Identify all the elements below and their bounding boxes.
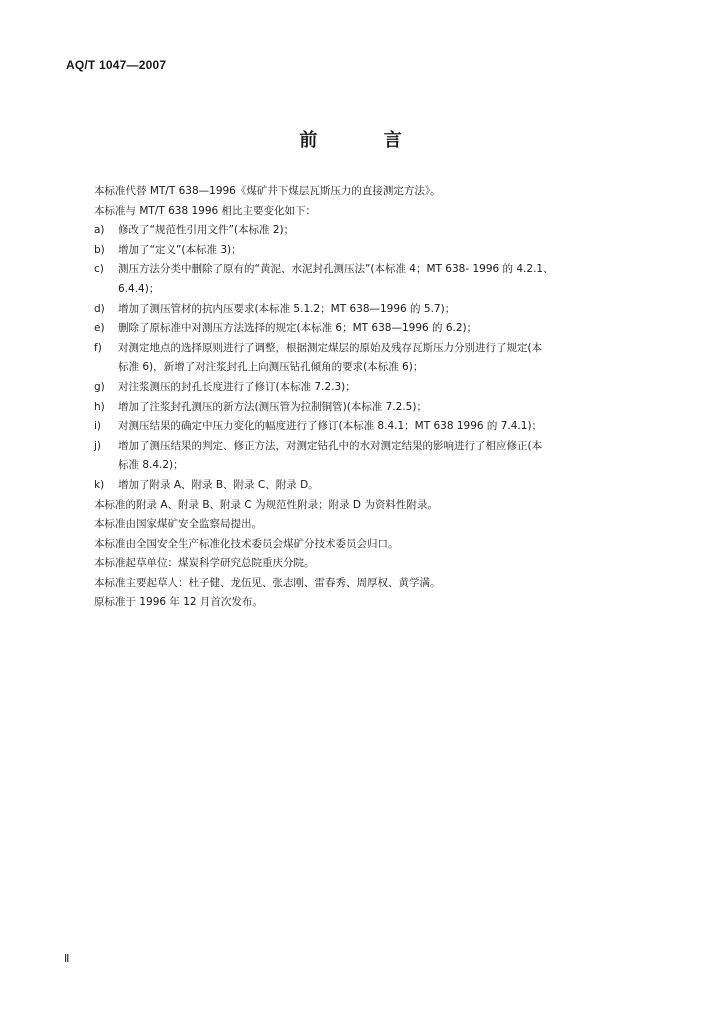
list-item-text: 对测定地点的选择原则进行了调整，根据测定煤层的原始及残存瓦斯压力分别进行了规定(本	[118, 341, 543, 354]
list-item-continuation: 标准 8.4.2)；	[118, 459, 184, 472]
paragraph: 本标准代替 MT/T 638—1996《煤矿井下煤层瓦斯压力的直接测定方法》。	[94, 185, 441, 197]
list-item-text: 增加了注浆封孔测压的新方法(测压管为拉制铜管)(本标准 7.2.5)；	[118, 400, 427, 413]
list-item-continuation: 6.4.4)；	[118, 282, 160, 295]
list-item-h	[94, 398, 654, 418]
list-marker: c)	[94, 263, 104, 276]
list-item-g	[94, 378, 654, 398]
paragraph: 本标准起草单位：煤炭科学研究总院重庆分院。	[94, 557, 315, 570]
list-item-b	[94, 241, 654, 261]
list-marker: g)	[94, 380, 105, 393]
list-item-k	[94, 476, 654, 496]
list-item-text: 测压方法分类中删除了原有的“黄泥、水泥封孔测压法”(本标准 4；MT 638- 1996 的 4.2.1、	[118, 263, 554, 276]
list-marker: b)	[94, 243, 105, 256]
list-item-a	[94, 221, 654, 241]
list-marker: d)	[94, 302, 105, 315]
list-marker: f)	[94, 341, 102, 354]
paragraph: 本标准与 MT/T 638 1996 相比主要变化如下：	[94, 204, 317, 217]
paragraph: 本标准主要起草人：杜子健、龙伍见、张志刚、雷春秀、周厚权、黄学满。	[94, 576, 441, 589]
paragraph: 本标准由全国安全生产标准化技术委员会煤矿分技术委员会归口。	[94, 537, 399, 550]
list-item-j	[94, 437, 654, 457]
list-marker: a)	[94, 224, 105, 237]
paragraph: 本标准由国家煤矿安全监察局提出。	[94, 518, 262, 531]
list-item-c	[94, 260, 654, 280]
list-item-i	[94, 417, 654, 437]
page-number: Ⅱ	[64, 953, 70, 965]
list-marker: e)	[94, 322, 105, 335]
list-marker: j)	[94, 439, 102, 452]
list-item-text: 增加了“定义”(本标准 3)；	[118, 243, 242, 256]
paragraph: 本标准的附录 A、附录 B、附录 C 为规范性附录；附录 D 为资料性附录。	[94, 498, 438, 511]
list-item-text: 增加了附录 A、附录 B、附录 C、附录 D。	[118, 478, 319, 491]
list-marker: h)	[94, 400, 105, 413]
list-item-text: 删除了原标准中对测压方法选择的规定(本标准 6；MT 638—1996 的 6.2)；	[118, 322, 478, 335]
list-marker: k)	[94, 478, 105, 491]
list-item-text: 增加了测压结果的判定、修正方法，对测定钻孔中的水对测定结果的影响进行了相应修正(本	[118, 439, 543, 452]
list-item-text: 增加了测压管材的抗内压要求(本标准 5.1.2；MT 638—1996 的 5.7)；	[118, 302, 456, 315]
list-item-text: 对注浆测压的封孔长度进行了修订(本标准 7.2.3)；	[118, 380, 356, 393]
list-item-text: 对测压结果的确定中压力变化的幅度进行了修订(本标准 8.4.1；MT 638 1996 的 7.4.1)；	[118, 420, 543, 433]
standard-code: AQ/T 1047—2007	[66, 58, 167, 72]
list-item-continuation: 标准 6)，新增了对注浆封孔上向测压钻孔倾角的要求(本标准 6)；	[118, 361, 424, 374]
list-item-f	[94, 339, 654, 359]
paragraph: 原标准于 1996 年 12 月首次发布。	[94, 596, 263, 609]
list-item-e	[94, 319, 654, 339]
list-item-text: 修改了“规范性引用文件”(本标准 2)；	[118, 224, 295, 237]
list-marker: i)	[94, 420, 102, 433]
foreword-body	[94, 182, 654, 613]
list-item-d	[94, 300, 654, 320]
page-title: 前 言	[299, 130, 432, 151]
